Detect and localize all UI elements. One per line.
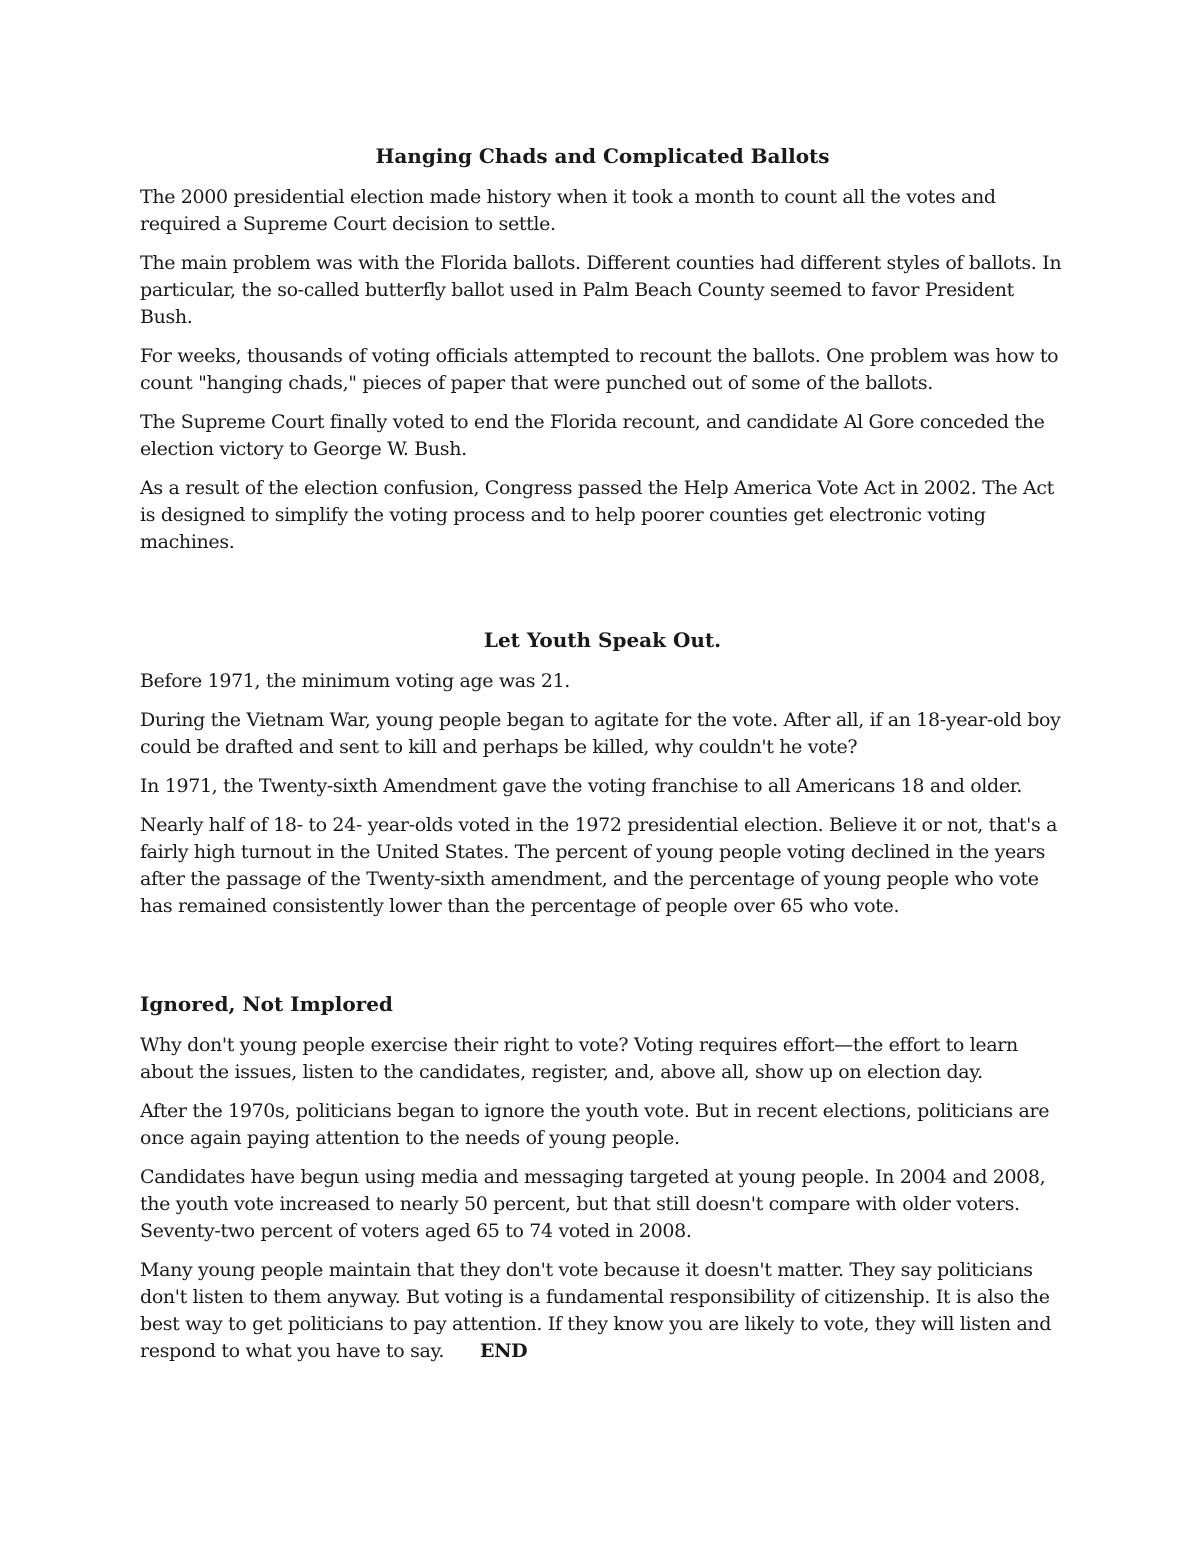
- paragraph: Nearly half of 18- to 24- year-olds voted in the 1972 presidential election. Believe it or not, that's a fairly high turnout in the United States. The percent of young people voting declined in the years after the passage of the Twenty-sixth amendment, and the percentage of young people who vote has remained consistently lower than the percentage of people over 65 who vote.: [140, 814, 1058, 917]
- section-youth-speak-out: [140, 626, 1065, 920]
- document-page: [140, 142, 1065, 1365]
- paragraph: The main problem was with the Florida ballots. Different counties had different styles of ballots. In particular, the so-called butterfly ballot used in Palm Beach County seemed to favor President Bush.: [140, 252, 1062, 328]
- paragraph-text: Many young people maintain that they don't vote because it doesn't matter. They say politicians don't listen to them anyway. But voting is a fundamental responsibility of citizenship. It is also the best way to get politicians to pay attention. If they know you are likely to vote, they will listen and respond to what you have to say.: [140, 1259, 1052, 1362]
- paragraph: During the Vietnam War, young people began to agitate for the vote. After all, if an 18-year-old boy could be drafted and sent to kill and perhaps be killed, why couldn't he vote?: [140, 709, 1061, 758]
- section-title: Let Youth Speak Out.: [483, 628, 722, 652]
- end-marker: END: [480, 1340, 528, 1362]
- paragraph: Candidates have begun using media and messaging targeted at young people. In 2004 and 2008, the youth vote increased to nearly 50 percent, but that still doesn't compare with older voters. Seventy-two percent of voters aged 65 to 74 voted in 2008.: [140, 1166, 1046, 1242]
- section-title: Ignored, Not Implored: [140, 992, 393, 1016]
- paragraph: The 2000 presidential election made history when it took a month to count all the votes and required a Supreme Court decision to settle.: [140, 186, 996, 235]
- paragraph-final: [140, 1257, 1065, 1365]
- paragraph: After the 1970s, politicians began to ignore the youth vote. But in recent elections, politicians are once again paying attention to the needs of young people.: [140, 1100, 1050, 1149]
- section-ignored-not-implored: [140, 990, 1065, 1365]
- paragraph: In 1971, the Twenty-sixth Amendment gave the voting franchise to all Americans 18 and older.: [140, 775, 1023, 797]
- paragraph: For weeks, thousands of voting officials attempted to recount the ballots. One problem was how to count "hanging chads," pieces of paper that were punched out of some of the ballots.: [140, 345, 1059, 394]
- section-title: Hanging Chads and Complicated Ballots: [375, 144, 830, 168]
- paragraph: Why don't young people exercise their right to vote? Voting requires effort—the effort to learn about the issues, listen to the candidates, register, and, above all, show up on election day.: [140, 1034, 1018, 1083]
- section-hanging-chads: [140, 142, 1065, 556]
- paragraph: Before 1971, the minimum voting age was 21.: [140, 670, 570, 692]
- paragraph: The Supreme Court finally voted to end the Florida recount, and candidate Al Gore conceded the election victory to George W. Bush.: [140, 411, 1045, 460]
- paragraph: As a result of the election confusion, Congress passed the Help America Vote Act in 2002. The Act is designed to simplify the voting process and to help poorer counties get electronic voting machines.: [140, 477, 1054, 553]
